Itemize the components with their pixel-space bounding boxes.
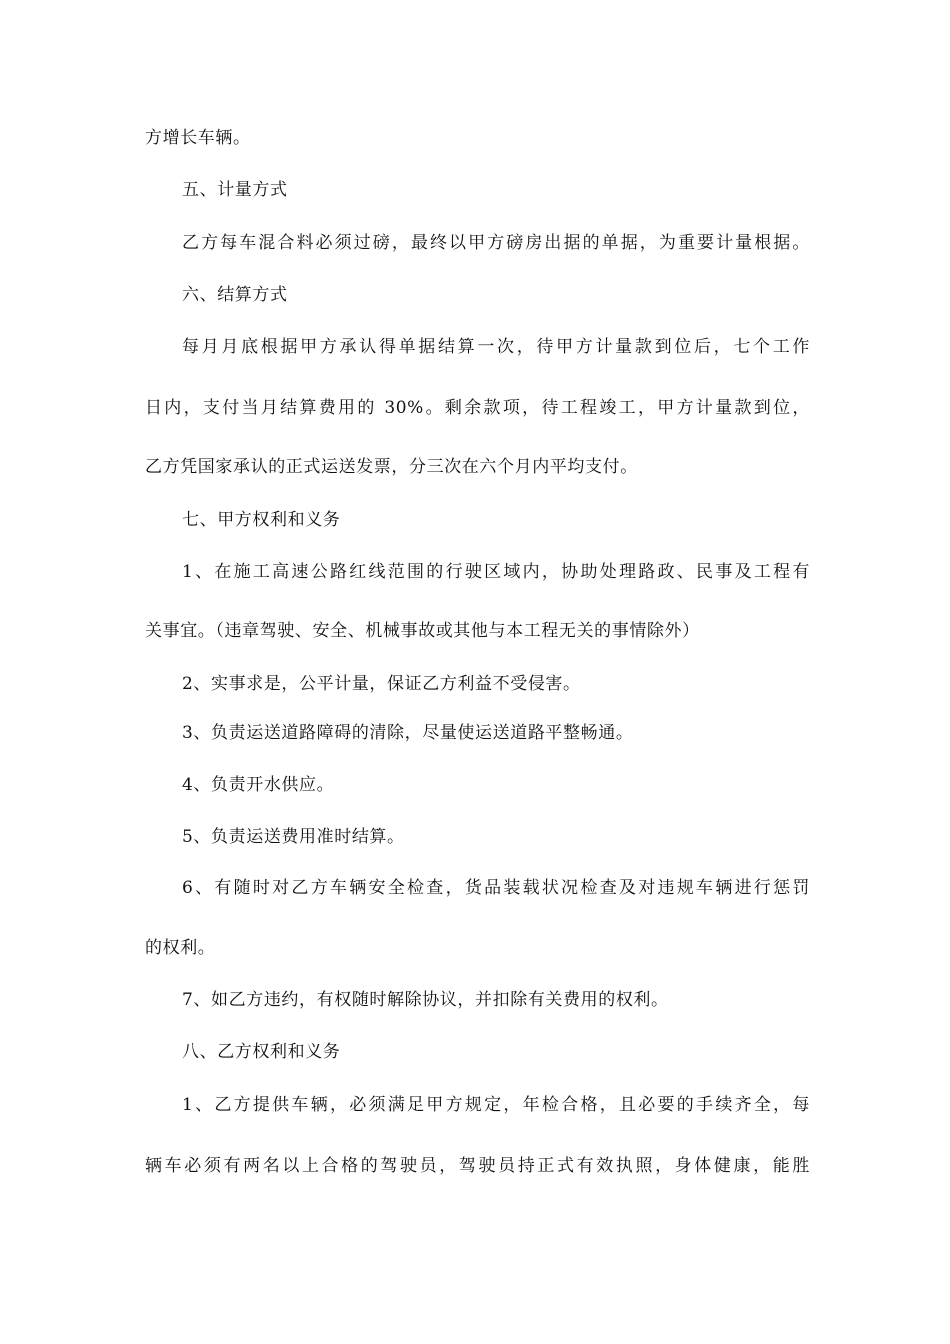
text-line: 乙方每车混合料必须过磅，最终以甲方磅房出据的单据，为重要计量根据。 [182, 233, 810, 253]
section-heading: 五、计量方式 [182, 180, 288, 200]
section-heading: 七、甲方权利和义务 [182, 510, 341, 530]
list-item: 4、负责开水供应。 [182, 775, 335, 795]
text-line: 每月月底根据甲方承认得单据结算一次，待甲方计量款到位后，七个工作 [182, 337, 810, 357]
text-line: 日内，支付当月结算费用的 30%。剩余款项，待工程竣工，甲方计量款到位， [145, 398, 810, 418]
section-heading: 八、乙方权利和义务 [182, 1042, 341, 1062]
text-line: 关事宜。（违章驾驶、安全、机械事故或其他与本工程无关的事情除外） [145, 621, 700, 641]
section-heading: 六、结算方式 [182, 285, 288, 305]
text-line: 的权利。 [145, 938, 216, 958]
list-item: 2、实事求是，公平计量，保证乙方利益不受侵害。 [182, 674, 581, 694]
list-item: 6、有随时对乙方车辆安全检查，货品装载状况检查及对违规车辆进行惩罚 [182, 878, 810, 898]
text-line: 辆车必须有两名以上合格的驾驶员，驾驶员持正式有效执照，身体健康，能胜 [145, 1156, 810, 1176]
list-item: 1、乙方提供车辆，必须满足甲方规定，年检合格，且必要的手续齐全，每 [182, 1095, 810, 1115]
text-line: 方增长车辆。 [145, 128, 251, 148]
text-line: 1、在施工高速公路红线范围的行驶区域内，协助处理路政、民事及工程有 [182, 562, 810, 582]
list-item: 7、如乙方违约，有权随时解除协议，并扣除有关费用的权利。 [182, 990, 669, 1010]
list-item: 5、负责运送费用准时结算。 [182, 827, 405, 847]
text-line: 乙方凭国家承认的正式运送发票，分三次在六个月内平均支付。 [145, 457, 638, 477]
list-item: 3、负责运送道路障碍的清除，尽量使运送道路平整畅通。 [182, 723, 634, 743]
